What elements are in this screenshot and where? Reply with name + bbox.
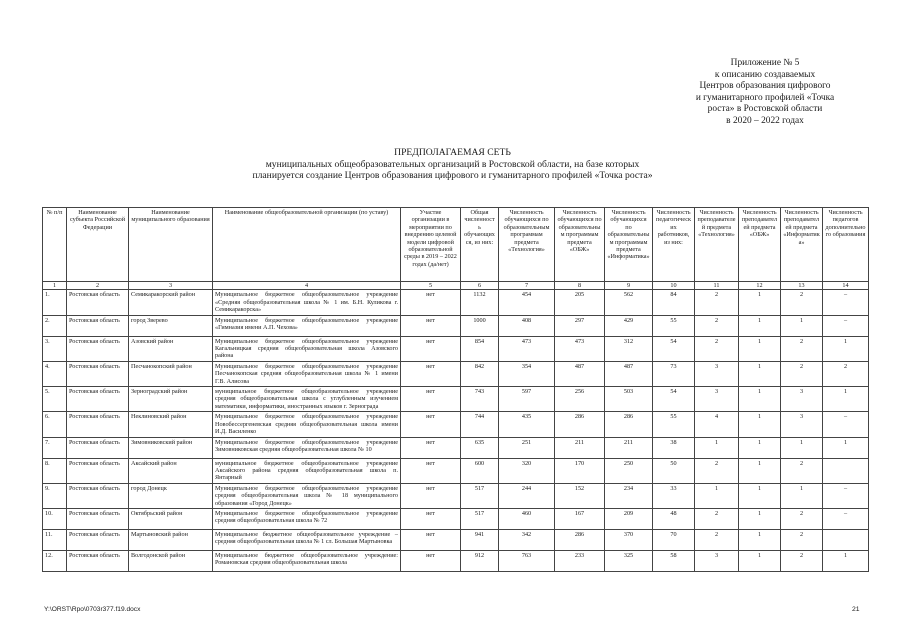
table-cell: 2	[695, 315, 739, 336]
table-cell: –	[823, 290, 869, 315]
table-cell: Ростовская область	[67, 550, 129, 571]
table-cell: 2	[781, 336, 823, 361]
table-cell: 1	[739, 387, 781, 412]
table-cell: 370	[605, 529, 653, 550]
table-cell: муниципальное бюджетное общеобразовательное учреждение средняя общеобразовательная школа с углубленным изучением математики, информатики, иностранных языков г. Зернограда	[213, 387, 401, 412]
table-cell: 1	[695, 437, 739, 458]
table-cell: 2	[695, 529, 739, 550]
table-cell: 2	[695, 458, 739, 483]
table-cell: Муниципальное бюджетное общеобразовательное учреждение Кагальницкая средняя общеобразовательная школа Азовского района	[213, 336, 401, 361]
table-cell: 842	[461, 361, 499, 386]
table-cell: нет	[401, 290, 461, 315]
table-cell: нет	[401, 412, 461, 437]
table-cell: город Донецк	[129, 483, 213, 508]
table-cell: нет	[401, 483, 461, 508]
appendix-line: Приложение № 5	[730, 58, 800, 68]
column-header: Численность преподавателей предмета «Технология»	[695, 208, 739, 282]
column-number: 12	[739, 282, 781, 290]
table-cell: Ростовская область	[67, 290, 129, 315]
table-cell: Зерноградский район	[129, 387, 213, 412]
column-number-row	[43, 282, 869, 290]
table-cell: 84	[653, 290, 695, 315]
table-header-row	[43, 208, 869, 282]
table-cell: 1	[739, 483, 781, 508]
table-cell: 10.	[43, 508, 67, 529]
table-cell: –	[823, 483, 869, 508]
table-cell: 38	[653, 437, 695, 458]
table-cell: 1	[739, 458, 781, 483]
table-cell: 941	[461, 529, 499, 550]
table-cell	[823, 529, 869, 550]
table-cell: 1	[739, 361, 781, 386]
table-cell: нет	[401, 550, 461, 571]
table-row	[43, 529, 869, 550]
table-cell: 286	[555, 529, 605, 550]
table-cell: город Зверево	[129, 315, 213, 336]
table-cell: 435	[499, 412, 555, 437]
table-row	[43, 336, 869, 361]
table-cell: Мартыновский район	[129, 529, 213, 550]
table-cell: 597	[499, 387, 555, 412]
table-cell: нет	[401, 361, 461, 386]
table-cell: 1	[739, 315, 781, 336]
table-cell: 234	[605, 483, 653, 508]
column-header: Участие организации в мероприятии по внедрению целевой модели цифровой образовательной среды в 2019 – 2022 годах (да/нет)	[401, 208, 461, 282]
table-cell: 454	[499, 290, 555, 315]
table-cell: Семикаракорский район	[129, 290, 213, 315]
table-cell: 635	[461, 437, 499, 458]
table-cell: –	[823, 412, 869, 437]
table-cell: Муниципальное бюджетное общеобразовательное учреждение «Гимназия имени А.П. Чехова»	[213, 315, 401, 336]
table-cell: 743	[461, 387, 499, 412]
table-cell: нет	[401, 508, 461, 529]
column-number: 5	[401, 282, 461, 290]
table-cell: 1132	[461, 290, 499, 315]
table-cell: 1	[823, 387, 869, 412]
table-cell: 2	[781, 361, 823, 386]
table-cell: 1	[823, 437, 869, 458]
table-row	[43, 315, 869, 336]
table-cell: 2.	[43, 315, 67, 336]
table-row	[43, 387, 869, 412]
table-cell: 3.	[43, 336, 67, 361]
table-cell: 473	[499, 336, 555, 361]
table-cell: 233	[555, 550, 605, 571]
table-cell: Ростовская область	[67, 508, 129, 529]
table-cell: 763	[499, 550, 555, 571]
table-cell: 1	[823, 550, 869, 571]
table-cell: 2	[781, 550, 823, 571]
table-cell: Волгодонской район	[129, 550, 213, 571]
table-cell: 256	[555, 387, 605, 412]
table-cell: 6.	[43, 412, 67, 437]
table-cell: Ростовская область	[67, 361, 129, 386]
table-cell: 9.	[43, 483, 67, 508]
column-number: 4	[213, 282, 401, 290]
table-cell: 11.	[43, 529, 67, 550]
table-cell: 3	[781, 387, 823, 412]
table-cell: Муниципальное бюджетное общеобразовательное учреждение – средняя общеобразовательная школа № 1 сл. Большая Мартыновка	[213, 529, 401, 550]
table-cell: 205	[555, 290, 605, 315]
column-header: Численность преподавателей предмета «ОБЖ»	[739, 208, 781, 282]
appendix-line: и гуманитарного профилей «Точка	[695, 92, 835, 103]
table-cell: 54	[653, 336, 695, 361]
table-cell: нет	[401, 458, 461, 483]
table-cell: 2	[695, 336, 739, 361]
table-cell: 854	[461, 336, 499, 361]
table-cell: 1.	[43, 290, 67, 315]
table-cell: Октябрьский район	[129, 508, 213, 529]
table-cell: 2	[781, 529, 823, 550]
table-cell: 2	[781, 458, 823, 483]
column-number: 7	[499, 282, 555, 290]
table-cell: –	[823, 508, 869, 529]
table-cell: Азовский район	[129, 336, 213, 361]
table-cell: Муниципальное бюджетное общеобразовательное учреждение средняя общеобразовательная школа № 72	[213, 508, 401, 529]
column-header: Численность преподавателей предмета «Информатика»	[781, 208, 823, 282]
table-cell: 3	[695, 361, 739, 386]
table-cell: Муниципальное бюджетное общеобразовательное учреждение Песчанокопская средняя общеобразовательная школа № 1 имени Г.В. Алисова	[213, 361, 401, 386]
table-cell: 54	[653, 387, 695, 412]
table-cell: 170	[555, 458, 605, 483]
column-number: 6	[461, 282, 499, 290]
table-cell: 1	[739, 437, 781, 458]
table-cell: 1	[739, 412, 781, 437]
column-header: Численность педагогов дополнительного образования	[823, 208, 869, 282]
table-cell: Ростовская область	[67, 529, 129, 550]
table-cell: 12.	[43, 550, 67, 571]
table-cell: 1	[823, 336, 869, 361]
table-cell: 1	[739, 336, 781, 361]
appendix-line: к описанию создаваемых	[714, 69, 816, 80]
table-cell: 209	[605, 508, 653, 529]
table-cell: Муниципальное бюджетное общеобразовательное учреждение Зимовниковская средняя общеобразовательная школа № 10	[213, 437, 401, 458]
table-cell: 50	[653, 458, 695, 483]
table-cell: 1	[739, 508, 781, 529]
table-cell: 3	[695, 550, 739, 571]
appendix-note	[655, 58, 875, 128]
table-cell: 1	[739, 529, 781, 550]
table-cell: 562	[605, 290, 653, 315]
column-number: 1	[43, 282, 67, 290]
table-cell: 342	[499, 529, 555, 550]
table-cell: 250	[605, 458, 653, 483]
document-subtitle-line: муниципальных общеобразовательных организаций в Ростовской области, на базе которых	[265, 158, 640, 170]
column-number: 2	[67, 282, 129, 290]
appendix-line: роста» в Ростовской области	[707, 104, 823, 115]
table-cell: нет	[401, 387, 461, 412]
table-cell: Ростовская область	[67, 315, 129, 336]
table-cell: нет	[401, 437, 461, 458]
table-cell: Ростовская область	[67, 336, 129, 361]
table-cell: нет	[401, 336, 461, 361]
table-cell: Муниципальное бюджетное общеобразовательное учреждение Новобессергеневская средняя общеобразовательная школа имени И.Д. Василенко	[213, 412, 401, 437]
table-cell: 211	[605, 437, 653, 458]
table-cell: 58	[653, 550, 695, 571]
table-cell: 1	[739, 290, 781, 315]
table-cell: 473	[555, 336, 605, 361]
table-cell: 3	[781, 412, 823, 437]
table-row	[43, 290, 869, 315]
document-subtitle-line: планируется создание Центров образования цифрового и гуманитарного профилей «Точка роста»	[252, 170, 653, 182]
table-cell: муниципальное бюджетное общеобразовательное учреждение Аксайского района средняя общеобразовательная школа п. Янтарный	[213, 458, 401, 483]
column-number: 10	[653, 282, 695, 290]
schools-table	[42, 207, 869, 572]
table-cell: 1000	[461, 315, 499, 336]
table-cell: Муниципальное бюджетное общеобразовательное учреждение средняя общеобразовательная школа № 18 муниципального образования «Город Донецк»	[213, 483, 401, 508]
column-number: 14	[823, 282, 869, 290]
table-cell: Зимовниковский район	[129, 437, 213, 458]
table-row	[43, 508, 869, 529]
table-cell: Песчанокопский район	[129, 361, 213, 386]
table-cell: 55	[653, 412, 695, 437]
column-header: Численность обучающихся по образовательным программам предмета «Информатика»	[605, 208, 653, 282]
column-number: 9	[605, 282, 653, 290]
table-cell: 1	[739, 550, 781, 571]
table-cell: нет	[401, 529, 461, 550]
page-number: 21	[852, 606, 860, 613]
table-cell: Ростовская область	[67, 483, 129, 508]
table-cell: 517	[461, 483, 499, 508]
table-row	[43, 437, 869, 458]
table-cell: 73	[653, 361, 695, 386]
table-cell: 354	[499, 361, 555, 386]
table-cell: 1	[695, 483, 739, 508]
table-cell: 1	[781, 483, 823, 508]
table-cell: 244	[499, 483, 555, 508]
column-header: Численность обучающихся по образовательным программам предмета «ОБЖ»	[555, 208, 605, 282]
table-row	[43, 550, 869, 571]
table-cell: нет	[401, 315, 461, 336]
column-number: 13	[781, 282, 823, 290]
table-cell	[823, 458, 869, 483]
table-cell: 1	[781, 437, 823, 458]
table-row	[43, 361, 869, 386]
table-cell: 2	[695, 290, 739, 315]
table-cell: Ростовская область	[67, 412, 129, 437]
table-cell: 2	[823, 361, 869, 386]
table-cell: 167	[555, 508, 605, 529]
table-cell: 55	[653, 315, 695, 336]
column-number: 8	[555, 282, 605, 290]
column-header: Общая численность обучающихся, из них:	[461, 208, 499, 282]
column-header: Наименование общеобразовательной организации (по уставу)	[213, 208, 401, 282]
table-cell: 408	[499, 315, 555, 336]
appendix-line: в 2020 – 2022 годах	[726, 115, 804, 126]
table-cell: 312	[605, 336, 653, 361]
table-row	[43, 458, 869, 483]
table-cell: 325	[605, 550, 653, 571]
table-row	[43, 412, 869, 437]
appendix-line: Центров образования цифрового	[699, 81, 831, 92]
column-header: № п/п	[43, 208, 67, 282]
table-cell: 33	[653, 483, 695, 508]
table-cell: Аксайский район	[129, 458, 213, 483]
column-number: 11	[695, 282, 739, 290]
column-header: Наименование субъекта Российской Федерации	[67, 208, 129, 282]
table-cell: Ростовская область	[67, 458, 129, 483]
table-cell: 286	[605, 412, 653, 437]
table-cell: 297	[555, 315, 605, 336]
table-cell: 3	[695, 387, 739, 412]
table-cell: 152	[555, 483, 605, 508]
table-cell: 1	[781, 315, 823, 336]
table-cell: 912	[461, 550, 499, 571]
table-cell: 600	[461, 458, 499, 483]
table-cell: –	[823, 315, 869, 336]
file-path: Y:\ORST\Rpo\0703r377.f19.docx	[44, 606, 141, 613]
document-title: ПРЕДПОЛАГАЕМАЯ СЕТЬ	[394, 147, 511, 158]
table-cell: 2	[781, 508, 823, 529]
table-cell: 517	[461, 508, 499, 529]
table-cell: 8.	[43, 458, 67, 483]
table-cell: 211	[555, 437, 605, 458]
table-cell: 744	[461, 412, 499, 437]
column-number: 3	[129, 282, 213, 290]
column-header: Численность обучающихся по образовательным программам предмета «Технология»	[499, 208, 555, 282]
table-cell: 4	[695, 412, 739, 437]
table-cell: Ростовская область	[67, 437, 129, 458]
table-cell: 286	[555, 412, 605, 437]
table-cell: 4.	[43, 361, 67, 386]
column-header: Наименование муниципального образования	[129, 208, 213, 282]
table-cell: 2	[781, 290, 823, 315]
table-cell: 2	[695, 508, 739, 529]
table-cell: 487	[605, 361, 653, 386]
table-cell: Муниципальное бюджетное общеобразовательное учреждение: Романовская средняя общеобразовательная школа	[213, 550, 401, 571]
column-header: Численность педагогических работников, из них:	[653, 208, 695, 282]
table-cell: 429	[605, 315, 653, 336]
table-cell: 251	[499, 437, 555, 458]
table-row	[43, 483, 869, 508]
document-heading	[40, 147, 865, 182]
table-cell: 48	[653, 508, 695, 529]
table-cell: 70	[653, 529, 695, 550]
table-cell: 487	[555, 361, 605, 386]
table-cell: Муниципальное бюджетное общеобразовательное учреждение «Средняя общеобразовательная школа № 1 им. Б.Н. Куликова г. Семикаракорска»	[213, 290, 401, 315]
table-cell: 5.	[43, 387, 67, 412]
table-cell: 7.	[43, 437, 67, 458]
table-cell: 460	[499, 508, 555, 529]
table-cell: 503	[605, 387, 653, 412]
table-cell: Ростовская область	[67, 387, 129, 412]
table-cell: Неклиновский район	[129, 412, 213, 437]
table-cell: 320	[499, 458, 555, 483]
